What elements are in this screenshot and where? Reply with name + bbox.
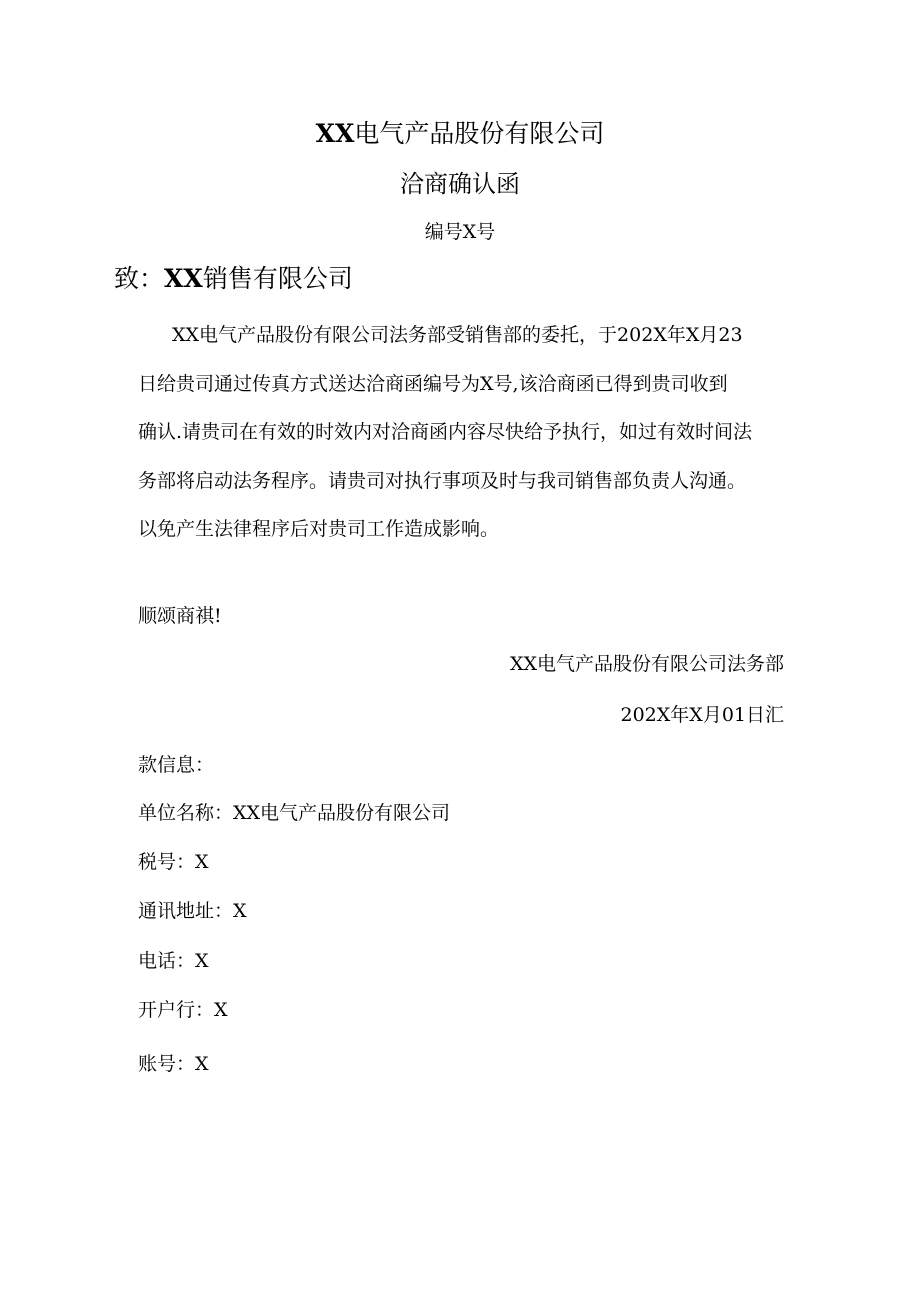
phone-field: 电话：X bbox=[138, 950, 209, 972]
recipient-suffix: 销售有限公司 bbox=[202, 264, 353, 293]
body-line: 务部将启动法务程序。请贵司对执行事项及时与我司销售部负责人沟通。 bbox=[138, 469, 747, 492]
document-number: 编号X号 bbox=[424, 221, 496, 243]
recipient-label: 致： bbox=[114, 264, 165, 293]
letter-title: 洽商确认函 bbox=[400, 170, 520, 198]
company-name-field: 单位名称：XX电气产品股份有限公司 bbox=[138, 802, 451, 824]
body-line: 日给贵司通过传真方式送达洽商函编号为X号,该洽商函已得到贵司收到 bbox=[138, 372, 728, 395]
tax-id-field: 税号：X bbox=[138, 851, 209, 873]
recipient-line bbox=[114, 262, 353, 296]
closing-salutation: 顺颂商祺! bbox=[138, 605, 222, 627]
signature-date: 202X年X月01日汇 bbox=[620, 704, 784, 726]
company-title bbox=[0, 117, 920, 151]
letter-body bbox=[138, 311, 798, 554]
address-field: 通讯地址：X bbox=[138, 900, 247, 922]
body-line: 以免产生法律程序后对贵司工作造成影响。 bbox=[138, 518, 500, 540]
body-line: 确认.请贵司在有效的时效内对洽商函内容尽快给予执行，如过有效时间法 bbox=[138, 421, 753, 443]
recipient-prefix: XX bbox=[164, 264, 203, 293]
signature-department: XX电气产品股份有限公司法务部 bbox=[509, 653, 784, 675]
remittance-heading: 款信息： bbox=[138, 754, 215, 776]
company-title-suffix: 电气产品股份有限公司 bbox=[354, 119, 605, 148]
account-field: 账号：X bbox=[138, 1053, 209, 1075]
bank-field: 开户行：X bbox=[138, 999, 228, 1021]
body-line: XX电气产品股份有限公司法务部受销售部的委托，于202X年X月23 bbox=[172, 324, 743, 346]
company-title-prefix: XX bbox=[315, 119, 355, 148]
